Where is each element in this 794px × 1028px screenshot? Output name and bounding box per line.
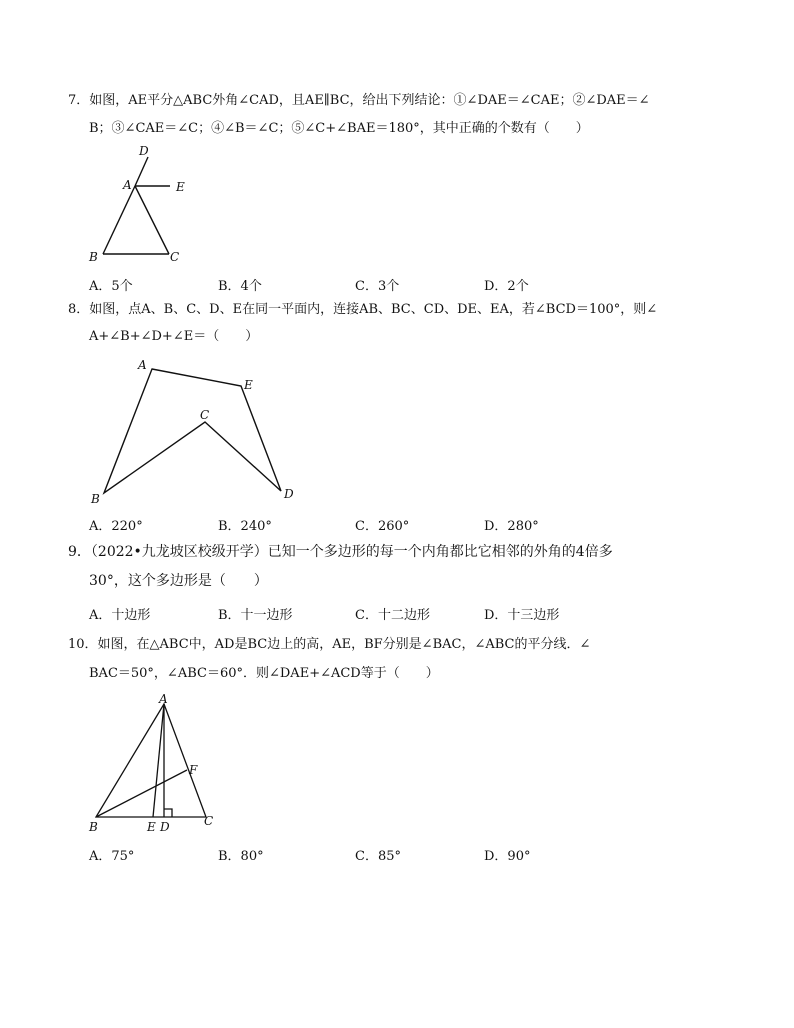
q10-bisector-AE: [153, 704, 164, 817]
q7-option-b[interactable]: B．4个: [218, 279, 262, 294]
q7-label-D: D: [139, 144, 149, 158]
q9-stem-line1: 9．（2022•九龙坡区校级开学）已知一个多边形的每一个内角都比它相邻的外角的4倍多: [68, 544, 613, 560]
q10-label-B: B: [89, 820, 98, 834]
q8-stem-line1: 8．如图，点A、B、C、D、E在同一平面内，连接AB、BC、CD、DE、EA，若∠BCD＝100°，则∠: [68, 302, 658, 317]
q7-option-d[interactable]: D．2个: [484, 279, 529, 294]
q9-option-a[interactable]: A．十边形: [89, 608, 151, 623]
q7-stem-line1: 7．如图，AE平分△ABC外角∠CAD，且AE∥BC，给出下列结论：①∠DAE＝∠CAE；②∠DAE＝∠: [68, 93, 650, 108]
q10-right-angle-mark: [164, 809, 172, 817]
q10-option-b[interactable]: B．80°: [218, 849, 264, 864]
q7-option-a[interactable]: A．5个: [89, 279, 133, 294]
q7-label-C: C: [170, 250, 180, 264]
q10-triangle-ABC: [96, 704, 206, 817]
q10-label-D: D: [160, 820, 170, 834]
q9-option-c[interactable]: C．十二边形: [355, 608, 430, 623]
q7-label-E: E: [176, 180, 185, 194]
q10-option-d[interactable]: D．90°: [484, 849, 531, 864]
q10-stem-line1: 10．如图，在△ABC中，AD是BC边上的高，AE，BF分别是∠BAC，∠ABC的平分线．∠: [68, 637, 591, 652]
q8-label-C: C: [200, 408, 210, 422]
q8-option-b[interactable]: B．240°: [218, 519, 272, 534]
q10-option-a[interactable]: A．75°: [89, 849, 135, 864]
q7-option-c[interactable]: C．3个: [355, 279, 400, 294]
q10-options: [89, 845, 649, 863]
q8-label-D: D: [284, 487, 294, 501]
q7-label-A: A: [123, 178, 132, 192]
q9-option-d[interactable]: D．十三边形: [484, 608, 560, 623]
q8-stem-line2: A+∠B+∠D+∠E＝（ ）: [89, 329, 259, 344]
q8-label-A: A: [138, 358, 147, 372]
q7-stem-line2: B；③∠CAE＝∠C；④∠B＝∠C；⑤∠C+∠BAE＝180°，其中正确的个数有（ ）: [89, 121, 589, 136]
q7-label-B: B: [89, 250, 98, 264]
q8-option-c[interactable]: C．260°: [355, 519, 410, 534]
q8-label-E: E: [244, 378, 253, 392]
q10-label-A: A: [159, 692, 168, 706]
q10-label-C: C: [204, 814, 214, 828]
q10-stem-line2: BAC＝50°，∠ABC＝60°．则∠DAE+∠ACD等于（ ）: [89, 666, 439, 681]
q10-option-c[interactable]: C．85°: [355, 849, 401, 864]
q9-stem-line2: 30°，这个多边形是（ ）: [89, 573, 268, 589]
q9-option-b[interactable]: B．十一边形: [218, 608, 293, 623]
q10-label-F: F: [189, 763, 198, 777]
q8-option-a[interactable]: A．220°: [89, 519, 143, 534]
q8-label-B: B: [91, 492, 100, 506]
q10-label-E: E: [147, 820, 156, 834]
q8-option-d[interactable]: D．280°: [484, 519, 539, 534]
